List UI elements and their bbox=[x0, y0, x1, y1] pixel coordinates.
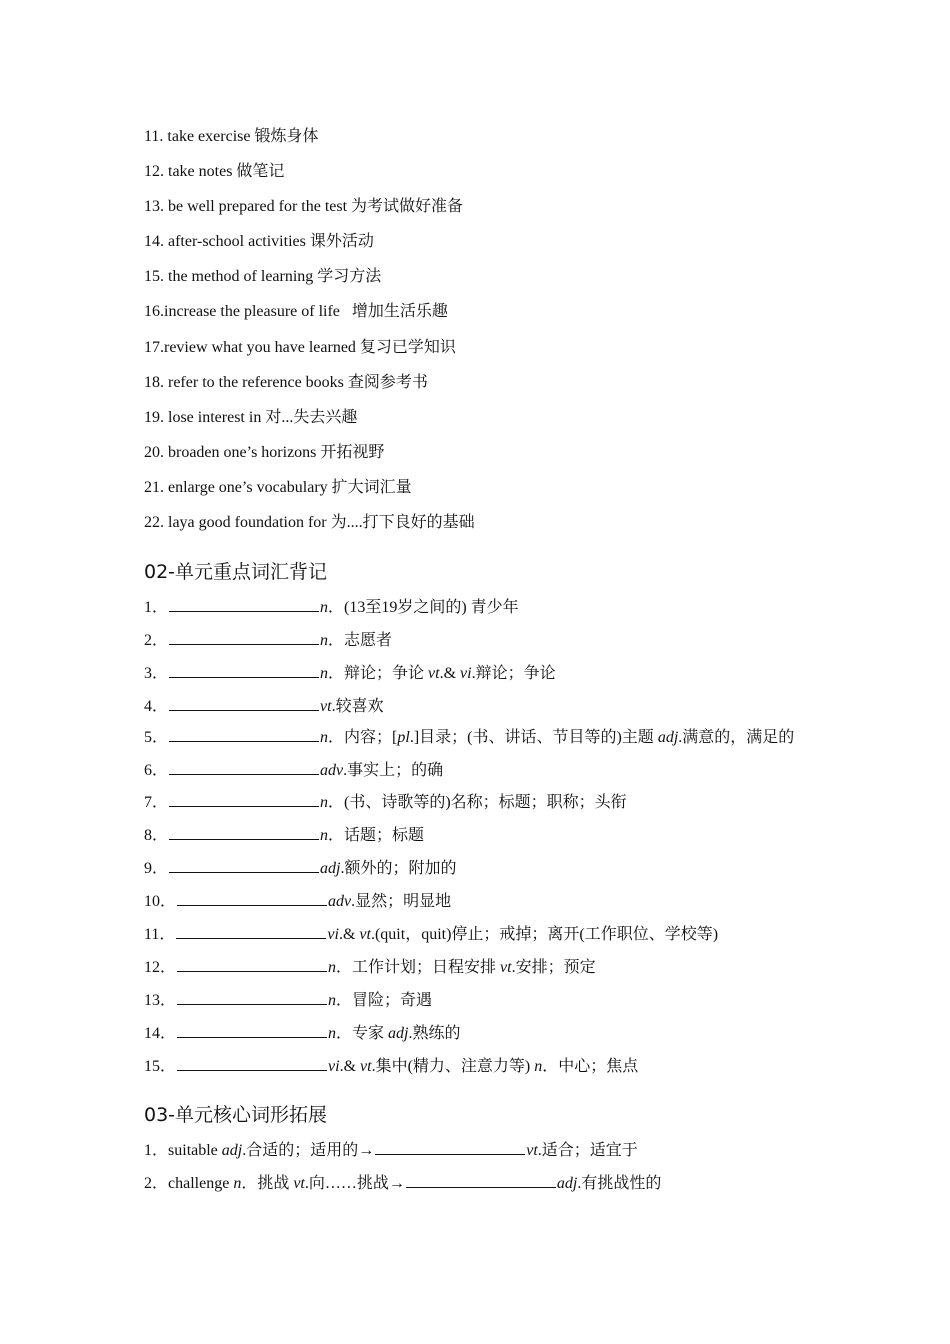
definition: .& bbox=[439, 664, 461, 682]
item-number: 14． bbox=[144, 1024, 177, 1042]
part-of-speech: adv bbox=[328, 893, 352, 911]
part-of-speech: vt bbox=[526, 1142, 538, 1159]
part-of-speech: vt bbox=[359, 926, 371, 944]
phrase-item: 22. laya good foundation for 为....打下良好的基础 bbox=[144, 514, 475, 532]
item-number: 12． bbox=[144, 958, 177, 976]
part-of-speech: n bbox=[320, 794, 329, 812]
fill-blank[interactable] bbox=[169, 662, 319, 678]
part-of-speech: n bbox=[328, 958, 337, 976]
phrase-item: 18. refer to the reference books 查阅参考书 bbox=[144, 373, 428, 391]
definition: ．中心；焦点 bbox=[542, 1057, 639, 1075]
base-word: challenge bbox=[168, 1174, 234, 1192]
part-of-speech: adj bbox=[221, 1142, 243, 1159]
fill-blank[interactable] bbox=[177, 989, 327, 1005]
definition: ．(书、诗歌等的)名称；标题；职称；头衔 bbox=[328, 794, 627, 812]
fill-blank[interactable] bbox=[375, 1139, 525, 1155]
part-of-speech: vt bbox=[320, 697, 332, 715]
part-of-speech: adj bbox=[388, 1024, 409, 1042]
definition: .& bbox=[339, 1057, 361, 1075]
section-heading-key-vocabulary: 02-单元重点词汇背记 bbox=[144, 561, 328, 583]
vocab-item bbox=[144, 1055, 814, 1077]
part-of-speech: n bbox=[320, 827, 329, 845]
phrase-item: 16.increase the pleasure of life 增加生活乐趣 bbox=[144, 303, 448, 321]
definition: ．内容；[ bbox=[328, 728, 398, 746]
definition: ．志愿者 bbox=[328, 631, 393, 649]
definition: .辩论；争论 bbox=[471, 664, 556, 682]
part-of-speech: n bbox=[320, 728, 329, 746]
vocab-item bbox=[144, 629, 814, 651]
definition: .适合；适宜于 bbox=[537, 1142, 638, 1159]
item-number: 1． bbox=[144, 599, 169, 616]
vocab-item bbox=[144, 695, 814, 717]
definition: .集中(精力、注意力等) bbox=[371, 1057, 535, 1075]
fill-blank[interactable] bbox=[177, 1055, 327, 1071]
definition: .合适的；适用的→ bbox=[242, 1142, 375, 1159]
phrase-item: 14. after-school activities 课外活动 bbox=[144, 233, 374, 251]
fill-blank[interactable] bbox=[169, 629, 319, 645]
definition: ．挑战 bbox=[241, 1174, 294, 1192]
definition: ．专家 bbox=[336, 1024, 389, 1042]
vocab-item bbox=[144, 759, 814, 781]
definition: .满意的，满足的 bbox=[678, 728, 795, 746]
fill-blank[interactable] bbox=[406, 1172, 556, 1188]
phrase-item: 11. take exercise 锻炼身体 bbox=[144, 128, 319, 145]
definition: .显然；明显地 bbox=[351, 893, 452, 911]
fill-blank[interactable] bbox=[177, 956, 327, 972]
part-of-speech: vi bbox=[460, 664, 472, 682]
part-of-speech: vi bbox=[327, 926, 339, 944]
item-number: 4． bbox=[144, 697, 169, 715]
item-number: 15． bbox=[144, 1057, 177, 1075]
phrase-item: 20. broaden one’s horizons 开拓视野 bbox=[144, 443, 385, 461]
item-number: 7． bbox=[144, 794, 169, 812]
item-number: 2． bbox=[144, 631, 169, 649]
fill-blank[interactable] bbox=[169, 759, 319, 775]
phrase-item: 21. enlarge one’s vocabulary 扩大词汇量 bbox=[144, 478, 412, 496]
part-of-speech: adv bbox=[320, 761, 344, 779]
phrase-item: 15. the method of learning 学习方法 bbox=[144, 268, 382, 286]
part-of-speech: adj bbox=[657, 728, 679, 746]
part-of-speech: vt bbox=[293, 1174, 305, 1192]
part-of-speech: adj bbox=[556, 1174, 578, 1192]
part-of-speech: n bbox=[328, 991, 337, 1009]
definition: ．话题；标题 bbox=[328, 827, 425, 845]
item-number: 9． bbox=[144, 860, 169, 878]
part-of-speech: n bbox=[320, 664, 329, 682]
item-number: 1． bbox=[144, 1142, 169, 1159]
definition: ．辩论；争论 bbox=[328, 664, 429, 682]
vocab-item bbox=[144, 923, 814, 945]
word-form-item bbox=[144, 1139, 814, 1161]
fill-blank[interactable] bbox=[169, 726, 319, 742]
vocab-item bbox=[144, 791, 814, 813]
fill-blank[interactable] bbox=[177, 1022, 327, 1038]
definition: .有挑战性的 bbox=[577, 1174, 662, 1192]
definition: ．冒险；奇遇 bbox=[336, 991, 433, 1009]
vocab-item bbox=[144, 956, 814, 978]
word-form-list bbox=[144, 1139, 814, 1205]
fill-blank[interactable] bbox=[169, 596, 319, 612]
item-number: 8． bbox=[144, 827, 169, 845]
item-number: 3． bbox=[144, 664, 169, 682]
vocab-item bbox=[144, 890, 814, 912]
definition: .向……挑战→ bbox=[304, 1174, 405, 1192]
item-number: 5． bbox=[144, 728, 169, 746]
fill-blank[interactable] bbox=[169, 695, 319, 711]
item-number: 2． bbox=[144, 1174, 169, 1192]
item-number: 11． bbox=[144, 926, 176, 944]
definition: .额外的；附加的 bbox=[340, 860, 457, 878]
section-heading-word-forms: 03-单元核心词形拓展 bbox=[144, 1104, 328, 1126]
part-of-speech: n bbox=[233, 1174, 242, 1192]
fill-blank[interactable] bbox=[169, 857, 319, 873]
item-number: 13． bbox=[144, 991, 177, 1009]
part-of-speech: n bbox=[320, 631, 329, 649]
definition: .熟练的 bbox=[408, 1024, 461, 1042]
definition: .]目录；(书、讲话、节目等的)主题 bbox=[409, 728, 658, 746]
vocab-item bbox=[144, 596, 814, 618]
definition: .事实上；的确 bbox=[343, 761, 444, 779]
definition: ．(13至19岁之间的) 青少年 bbox=[328, 599, 519, 616]
vocab-item bbox=[144, 989, 814, 1011]
part-of-speech: adj bbox=[320, 860, 341, 878]
definition: .(quit，quit)停止；戒掉；离开(工作职位、学校等) bbox=[370, 926, 719, 944]
vocab-item bbox=[144, 723, 814, 753]
part-of-speech: vt bbox=[428, 664, 440, 682]
part-of-speech: n bbox=[534, 1057, 543, 1075]
part-of-speech: vt bbox=[360, 1057, 372, 1075]
base-word: suitable bbox=[168, 1142, 222, 1159]
phrase-item: 19. lose interest in 对...失去兴趣 bbox=[144, 408, 358, 426]
definition: ．工作计划；日程安排 bbox=[336, 958, 501, 976]
definition: .& bbox=[338, 926, 360, 944]
part-of-speech: vt bbox=[500, 958, 512, 976]
vocab-item bbox=[144, 857, 814, 879]
part-of-speech: n bbox=[328, 1024, 337, 1042]
vocab-list bbox=[144, 596, 814, 1087]
vocab-item bbox=[144, 824, 814, 846]
vocab-item bbox=[144, 1022, 814, 1044]
fill-blank[interactable] bbox=[169, 824, 319, 840]
phrase-item: 12. take notes 做笔记 bbox=[144, 163, 285, 181]
vocab-item bbox=[144, 662, 814, 684]
part-of-speech: vi bbox=[328, 1057, 340, 1075]
phrase-list bbox=[144, 127, 844, 548]
definition: .安排；预定 bbox=[511, 958, 596, 976]
definition: .较喜欢 bbox=[331, 697, 384, 715]
part-of-speech: n bbox=[320, 599, 329, 616]
item-number: 10． bbox=[144, 893, 177, 911]
fill-blank[interactable] bbox=[177, 890, 327, 906]
fill-blank[interactable] bbox=[169, 791, 319, 807]
item-number: 6． bbox=[144, 761, 169, 779]
fill-blank[interactable] bbox=[176, 923, 326, 939]
phrase-item: 17.review what you have learned 复习已学知识 bbox=[144, 338, 456, 356]
part-of-speech: pl bbox=[397, 728, 410, 746]
phrase-item: 13. be well prepared for the test 为考试做好准备 bbox=[144, 198, 464, 216]
word-form-item bbox=[144, 1172, 814, 1194]
